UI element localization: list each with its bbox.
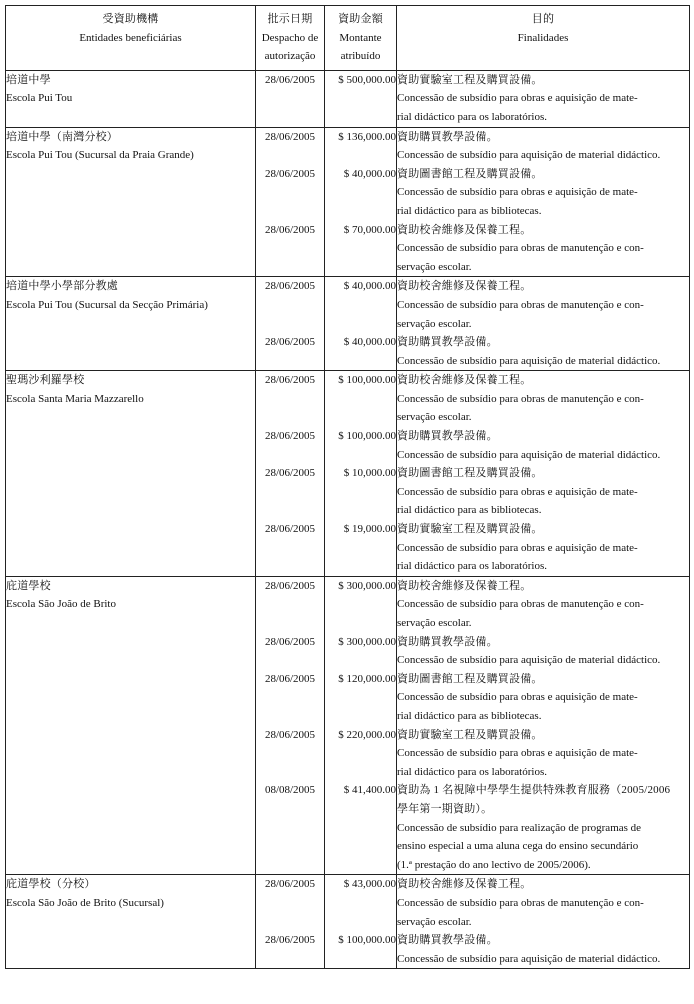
grant-amount: $ 43,000.00 xyxy=(343,878,396,891)
date-cell xyxy=(256,127,325,277)
grant-purpose-zh: 資助圖書館工程及購買設備。 xyxy=(397,672,543,685)
grant-date: 28/06/2005 xyxy=(264,635,316,648)
grant-purpose-zh: 資助實驗室工程及購買設備。 xyxy=(397,73,543,86)
amount-cell xyxy=(325,277,397,371)
grant-amount: $ 100,000.00 xyxy=(338,934,396,947)
grant-purpose-zh: 資助購買教學設備。 xyxy=(397,336,498,349)
header-institution xyxy=(6,6,256,71)
grant-purpose-zh: 資助校舍維修及保養工程。 xyxy=(397,280,532,293)
grant-date: 28/06/2005 xyxy=(264,878,316,891)
institution-name-zh: 聖瑪沙利羅學校 xyxy=(6,374,85,387)
grant-date: 28/06/2005 xyxy=(264,130,316,143)
institution-name-pt: Escola São João de Brito xyxy=(6,598,116,611)
institution-cell xyxy=(6,127,256,277)
header-purpose-pt: Finalidades xyxy=(517,31,569,44)
grant-purpose-zh: 資助圖書館工程及購買設備。 xyxy=(397,167,543,180)
header-date-pt-2: autorização xyxy=(264,50,316,63)
grant-purpose-pt-line: Concessão de subsídio para obras e aquisição de mate- xyxy=(397,747,638,760)
grant-purpose-zh: 資助校舍維修及保養工程。 xyxy=(397,878,532,891)
grant-date: 28/06/2005 xyxy=(264,579,316,592)
date-cell xyxy=(256,277,325,371)
grant-purpose-zh: 資助為 1 名視障中學學生提供特殊教育服務（2005/2006 xyxy=(397,784,671,797)
grant-date: 28/06/2005 xyxy=(264,280,316,293)
grant-purpose-zh: 資助實驗室工程及購買設備。 xyxy=(397,523,543,536)
grant-amount: $ 41,400.00 xyxy=(343,784,396,797)
purpose-cell xyxy=(397,875,690,969)
grant-date: 28/06/2005 xyxy=(264,430,316,443)
amount-cell xyxy=(325,70,397,127)
grant-purpose-zh: 資助購買教學設備。 xyxy=(397,430,498,443)
grant-purpose-pt-line: servação escolar. xyxy=(397,317,472,330)
grant-purpose-pt-line: Concessão de subsídio para aquisição de material didáctico. xyxy=(397,952,661,965)
grant-amount: $ 40,000.00 xyxy=(343,336,396,349)
institution-name-pt: Escola Pui Tou xyxy=(6,92,73,105)
grant-purpose-pt-line: servação escolar. xyxy=(397,617,472,629)
institution-name-zh: 培道中學（南灣分校） xyxy=(6,130,118,143)
header-date-pt-1: Despacho de xyxy=(261,31,319,44)
grant-purpose-pt-line: servação escolar. xyxy=(397,411,472,424)
amount-cell xyxy=(325,127,397,277)
grant-amount: $ 100,000.00 xyxy=(338,374,396,387)
institution-cell xyxy=(6,875,256,969)
institution-name-pt: Escola São João de Brito (Sucursal) xyxy=(6,896,164,909)
purpose-cell xyxy=(397,277,690,371)
grant-purpose-pt-line: Concessão de subsídio para aquisição de material didáctico. xyxy=(397,149,661,162)
grant-purpose-pt-line: Concessão de subsídio para obras de manutenção e con- xyxy=(397,242,644,255)
grant-date: 28/06/2005 xyxy=(264,467,316,480)
grant-amount: $ 100,000.00 xyxy=(338,430,396,443)
grant-purpose-pt-line: rial didáctico para os laboratórios. xyxy=(397,765,547,778)
institution-row xyxy=(6,127,690,277)
grant-amount: $ 10,000.00 xyxy=(343,467,396,480)
grant-purpose-pt-line: Concessão de subsídio para obras e aquisição de mate- xyxy=(397,541,638,554)
grant-purpose-pt-line: Concessão de subsídio para realização de programas de xyxy=(397,821,642,834)
grant-purpose-pt-line: servação escolar. xyxy=(397,915,472,928)
grant-purpose-pt-line: Concessão de subsídio para obras de manutenção e con- xyxy=(397,598,644,611)
grant-purpose-pt-line: Concessão de subsídio para obras de manutenção e con- xyxy=(397,392,644,405)
institution-cell xyxy=(6,371,256,577)
header-amount-zh: 資助金額 xyxy=(338,13,383,25)
grant-amount: $ 70,000.00 xyxy=(343,223,396,236)
grant-date: 28/06/2005 xyxy=(264,374,316,387)
date-cell xyxy=(256,875,325,969)
institution-name-zh: 庇道學校（分校） xyxy=(6,878,96,891)
grant-purpose-pt-line: Concessão de subsídio para aquisição de material didáctico. xyxy=(397,448,661,461)
grant-purpose-zh: 資助購買教學設備。 xyxy=(397,635,498,648)
institution-cell xyxy=(6,70,256,127)
header-date xyxy=(256,6,325,71)
grant-purpose-zh: 資助校舍維修及保養工程。 xyxy=(397,223,532,236)
grant-date: 28/06/2005 xyxy=(264,167,316,180)
purpose-cell xyxy=(397,127,690,277)
purpose-cell xyxy=(397,70,690,127)
grant-purpose-pt-line: Concessão de subsídio para obras e aquisição de mate- xyxy=(397,92,638,105)
institution-row xyxy=(6,371,690,577)
institution-row xyxy=(6,70,690,127)
grant-purpose-pt-line: Concessão de subsídio para obras de manutenção e con- xyxy=(397,298,644,311)
grant-amount: $ 500,000.00 xyxy=(338,73,396,86)
grant-purpose-zh: 資助購買教學設備。 xyxy=(397,130,498,143)
grant-amount: $ 220,000.00 xyxy=(338,728,396,741)
grant-purpose-pt-line: rial didáctico para as bibliotecas. xyxy=(397,709,542,722)
grant-amount: $ 40,000.00 xyxy=(343,167,396,180)
grant-purpose-pt-line: (1.ª prestação do ano lectivo de 2005/2006). xyxy=(397,858,591,871)
purpose-cell xyxy=(397,576,690,875)
date-cell xyxy=(256,576,325,875)
header-purpose xyxy=(397,6,690,71)
institution-name-pt: Escola Pui Tou (Sucursal da Secção Primária) xyxy=(6,298,208,311)
institution-name-zh: 庇道學校 xyxy=(6,579,51,592)
institution-name-pt: Escola Santa Maria Mazzarello xyxy=(6,392,144,405)
institution-cell xyxy=(6,277,256,371)
grant-date: 28/06/2005 xyxy=(264,523,316,536)
institution-row xyxy=(6,277,690,371)
grant-purpose-zh-cont: 學年第一期資助）。 xyxy=(397,802,493,815)
grant-date: 28/06/2005 xyxy=(264,728,316,741)
header-purpose-zh: 目的 xyxy=(531,13,555,25)
grant-date: 28/06/2005 xyxy=(264,73,316,86)
header-amount-pt-2: atribuído xyxy=(340,50,381,63)
grant-purpose-pt-line: Concessão de subsídio para obras e aquisição de mate- xyxy=(397,691,638,704)
grant-date: 28/06/2005 xyxy=(264,934,316,947)
institution-name-pt: Escola Pui Tou (Sucursal da Praia Grande) xyxy=(6,149,194,162)
grants-body xyxy=(6,70,690,969)
grant-amount: $ 120,000.00 xyxy=(338,672,396,685)
grant-purpose-zh: 資助校舍維修及保養工程。 xyxy=(397,579,532,592)
amount-cell xyxy=(325,875,397,969)
grant-purpose-pt-line: Concessão de subsídio para obras de manutenção e con- xyxy=(397,896,644,909)
grant-date: 08/08/2005 xyxy=(264,784,316,797)
purpose-cell xyxy=(397,371,690,577)
grant-amount: $ 136,000.00 xyxy=(338,130,396,143)
date-cell xyxy=(256,70,325,127)
header-date-zh: 批示日期 xyxy=(267,13,313,25)
date-cell xyxy=(256,371,325,577)
header-institution-zh: 受資助機構 xyxy=(102,13,159,25)
amount-cell xyxy=(325,576,397,875)
grants-table xyxy=(5,5,690,969)
grant-purpose-pt-line: Concessão de subsídio para aquisição de material didáctico. xyxy=(397,654,661,667)
grant-purpose-pt-line: rial didáctico para os laboratórios. xyxy=(397,110,547,123)
header-amount-pt-1: Montante xyxy=(339,31,382,44)
grant-purpose-zh: 資助實驗室工程及購買設備。 xyxy=(397,728,543,741)
grant-purpose-pt-line: Concessão de subsídio para aquisição de material didáctico. xyxy=(397,354,661,367)
grant-purpose-pt-line: Concessão de subsídio para obras e aquisição de mate- xyxy=(397,485,638,498)
header-institution-pt: Entidades beneficiárias xyxy=(79,31,182,44)
grant-purpose-zh: 資助校舍維修及保養工程。 xyxy=(397,374,532,387)
amount-cell xyxy=(325,371,397,577)
grant-amount: $ 19,000.00 xyxy=(343,523,396,536)
grant-amount: $ 300,000.00 xyxy=(338,579,396,592)
grant-purpose-pt-line: servação escolar. xyxy=(397,260,472,273)
grant-date: 28/06/2005 xyxy=(264,223,316,236)
grant-purpose-pt-line: rial didáctico para as bibliotecas. xyxy=(397,204,542,217)
grant-purpose-zh: 資助購買教學設備。 xyxy=(397,934,498,947)
grant-purpose-pt-line: rial didáctico para as bibliotecas. xyxy=(397,504,542,517)
grant-purpose-pt-line: rial didáctico para os laboratórios. xyxy=(397,560,547,573)
header-amount xyxy=(325,6,397,71)
institution-name-zh: 培道中學小學部分教處 xyxy=(6,280,118,293)
institution-name-zh: 培道中學 xyxy=(6,73,51,86)
grant-purpose-zh: 資助圖書館工程及購買設備。 xyxy=(397,467,543,480)
grant-purpose-pt-line: ensino especial a uma aluna cega do ensino secundário xyxy=(397,840,639,853)
grant-purpose-pt-line: Concessão de subsídio para obras e aquisição de mate- xyxy=(397,186,638,199)
grant-date: 28/06/2005 xyxy=(264,672,316,685)
header-row xyxy=(6,6,690,71)
grant-amount: $ 300,000.00 xyxy=(338,635,396,648)
institution-cell xyxy=(6,576,256,875)
institution-row xyxy=(6,576,690,875)
grant-date: 28/06/2005 xyxy=(264,336,316,349)
grant-amount: $ 40,000.00 xyxy=(343,280,396,293)
institution-row xyxy=(6,875,690,969)
